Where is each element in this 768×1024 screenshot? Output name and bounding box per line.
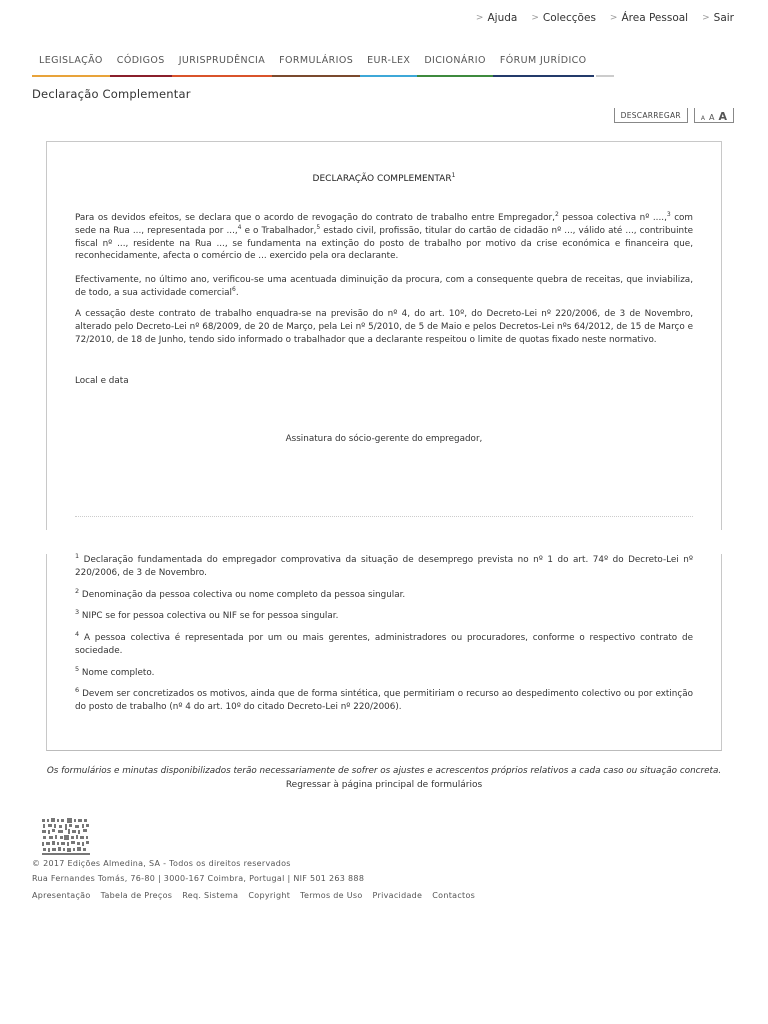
tab-codigos[interactable]: CÓDIGOS (110, 55, 172, 77)
paragraph-agreement (75, 212, 693, 263)
text-run: pessoa colectiva nº ...., (558, 213, 667, 223)
font-size-small-icon[interactable]: A (700, 115, 705, 122)
chevron-right-icon: > (531, 13, 539, 23)
tab-eur-lex[interactable]: EUR-LEX (360, 55, 417, 77)
document-title (47, 172, 721, 184)
footnote-text: Devem ser concretizados os motivos, ainda que de forma sintética, que permitiriam o recurso ao despedimento colectivo ou por extinção do posto de trabalho (nº 4 do art. 10º do citado Decreto-Lei nº 220/2006). (75, 689, 693, 712)
main-navigation (32, 55, 614, 77)
back-to-forms-link[interactable]: Regressar à página principal de formulários (285, 780, 483, 790)
font-size-medium-icon[interactable]: A (709, 113, 715, 122)
footnote-text: NIPC se for pessoa colectiva ou NIF se for pessoa singular. (79, 611, 339, 621)
footnote-number: 2 (75, 587, 80, 596)
tab-legislacao[interactable]: LEGISLAÇÃO (32, 55, 110, 77)
chevron-right-icon: > (702, 13, 710, 23)
paragraph-legal-basis: A cessação deste contrato de trabalho enquadra-se na previsão do nº 4, do art. 10º, do Decreto-Lei nº 220/2006, de 3 de Novembro, alterado pelo Decreto-Lei nº 68/2009, de 20 de Março, pela Lei nº 5/2010, de 5 de Maio e pelos Decretos-Lei nºs 64/2012, de 15 de Março e 72/2010, de 18 de Junho, tendo sido informado o trabalhador que a declarante respeitou o limite de quotas fixado neste normativo. (75, 309, 693, 345)
chevron-right-icon: > (475, 13, 484, 23)
document-tools (614, 108, 734, 123)
document-title-text: DECLARAÇÃO COMPLEMENTAR (312, 174, 452, 184)
footnote-number: 3 (75, 608, 80, 617)
footnote-number: 5 (75, 665, 80, 674)
top-link-logout[interactable] (702, 12, 734, 24)
footnote-ref: 1 (451, 172, 456, 179)
footnote-ref: 5 (316, 223, 321, 231)
footer-link-privacy[interactable]: Privacidade (372, 891, 423, 900)
tab-formularios[interactable]: FORMULÁRIOS (272, 55, 360, 77)
footer-link-terms[interactable]: Termos de Uso (300, 891, 363, 900)
top-link-label: Sair (713, 12, 734, 24)
place-and-date: Local e data (75, 376, 129, 386)
download-button[interactable]: DESCARREGAR (614, 108, 688, 123)
signature-line: Assinatura do sócio-gerente do empregador, (285, 434, 483, 444)
almedina-logo (38, 817, 94, 857)
footnote-number: 1 (75, 552, 80, 561)
top-link-help[interactable] (476, 12, 517, 24)
text-run: Para os devidos efeitos, se declara que o acordo de revogação do contrato de trabalho entre Empregador, (75, 213, 555, 223)
footnote (75, 667, 693, 680)
text-run: estado civil, profissão, titular do cartão de cidadão nº ..., válido até ..., contribuinte fiscal nº ..., residente na Rua ..., se fundamenta na extinção do posto de trabalho por motivo da crise económica e financeira que, reconhecidamente, afecta o comércio de ... exercido pela ora declarante. (75, 225, 693, 262)
text-run: com sede na Rua ..., representada por ..., (75, 213, 694, 236)
frame-gap (46, 530, 48, 554)
document-frame (46, 141, 722, 751)
footnote-text: A pessoa colectiva é representada por um ou mais gerentes, administradores ou procuradores, conforme o respectivo contrato de sociedade. (75, 633, 693, 656)
page-title: Declaração Complementar (32, 87, 191, 101)
footer-link-prices[interactable]: Tabela de Preços (100, 891, 173, 900)
footnote (75, 589, 693, 602)
top-link-collections[interactable] (531, 12, 596, 24)
footer-link-copyright[interactable]: Copyright (248, 891, 291, 900)
top-link-label: Área Pessoal (621, 12, 689, 24)
footnote-text: Denominação da pessoa colectiva ou nome completo da pessoa singular. (79, 590, 406, 600)
footer-link-contacts[interactable]: Contactos (432, 891, 476, 900)
tab-dicionario[interactable]: DICIONÁRIO (417, 55, 493, 77)
paragraph-reasons (75, 274, 693, 300)
tab-forum-juridico[interactable]: FÓRUM JURÍDICO (493, 55, 594, 77)
footnote-text: Declaração fundamentada do empregador comprovativa da situação de desemprego prevista no nº 1 do art. 74º do Decreto-Lei nº 220/2006, de 3 de Novembro. (75, 555, 693, 578)
footnote-ref: 2 (554, 211, 559, 219)
nav-end-divider (596, 55, 614, 77)
footnote (75, 610, 693, 623)
font-size-large-icon[interactable]: A (718, 110, 727, 123)
footnote (75, 688, 693, 714)
top-link-label: Colecções (542, 12, 596, 24)
top-link-personal-area[interactable] (610, 12, 688, 24)
footnote-ref: 3 (666, 211, 671, 219)
text-run: Efectivamente, no último ano, verificou-se uma acentuada diminuição da procura, com a consequente quebra de receitas, que inviabiliza, de todo, a sua actividade comercial (75, 275, 693, 298)
top-link-label: Ajuda (487, 12, 518, 24)
text-run: e o Trabalhador, (241, 225, 317, 236)
text-run: . (235, 287, 239, 298)
footnote (75, 554, 693, 580)
top-navigation (476, 12, 734, 24)
company-address: Rua Fernandes Tomás, 76-80 | 3000-167 Coimbra, Portugal | NIF 501 263 888 (32, 874, 365, 883)
copyright: © 2017 Edições Almedina, SA - Todos os direitos reservados (32, 859, 291, 868)
footnote-divider (75, 516, 693, 517)
footer-links (32, 891, 475, 900)
tab-jurisprudencia[interactable]: JURISPRUDÊNCIA (172, 55, 272, 77)
font-size-controls (694, 108, 734, 123)
footer-link-presentation[interactable]: Apresentação (32, 891, 91, 900)
footer-link-system-requirements[interactable]: Req. Sistema (182, 891, 239, 900)
footnote-text: Nome completo. (79, 668, 155, 678)
footnote (75, 632, 693, 658)
chevron-right-icon: > (609, 13, 618, 23)
frame-gap (720, 530, 722, 554)
footnote-number: 6 (75, 686, 80, 695)
footnote-ref: 6 (232, 285, 236, 293)
disclaimer: Os formulários e minutas disponibilizados terão necessariamente de sofrer os ajustes e acrescentos próprios relativos a cada caso ou situação concreta. (46, 766, 722, 776)
footnote-ref: 4 (237, 223, 242, 231)
footnote-number: 4 (75, 630, 80, 639)
